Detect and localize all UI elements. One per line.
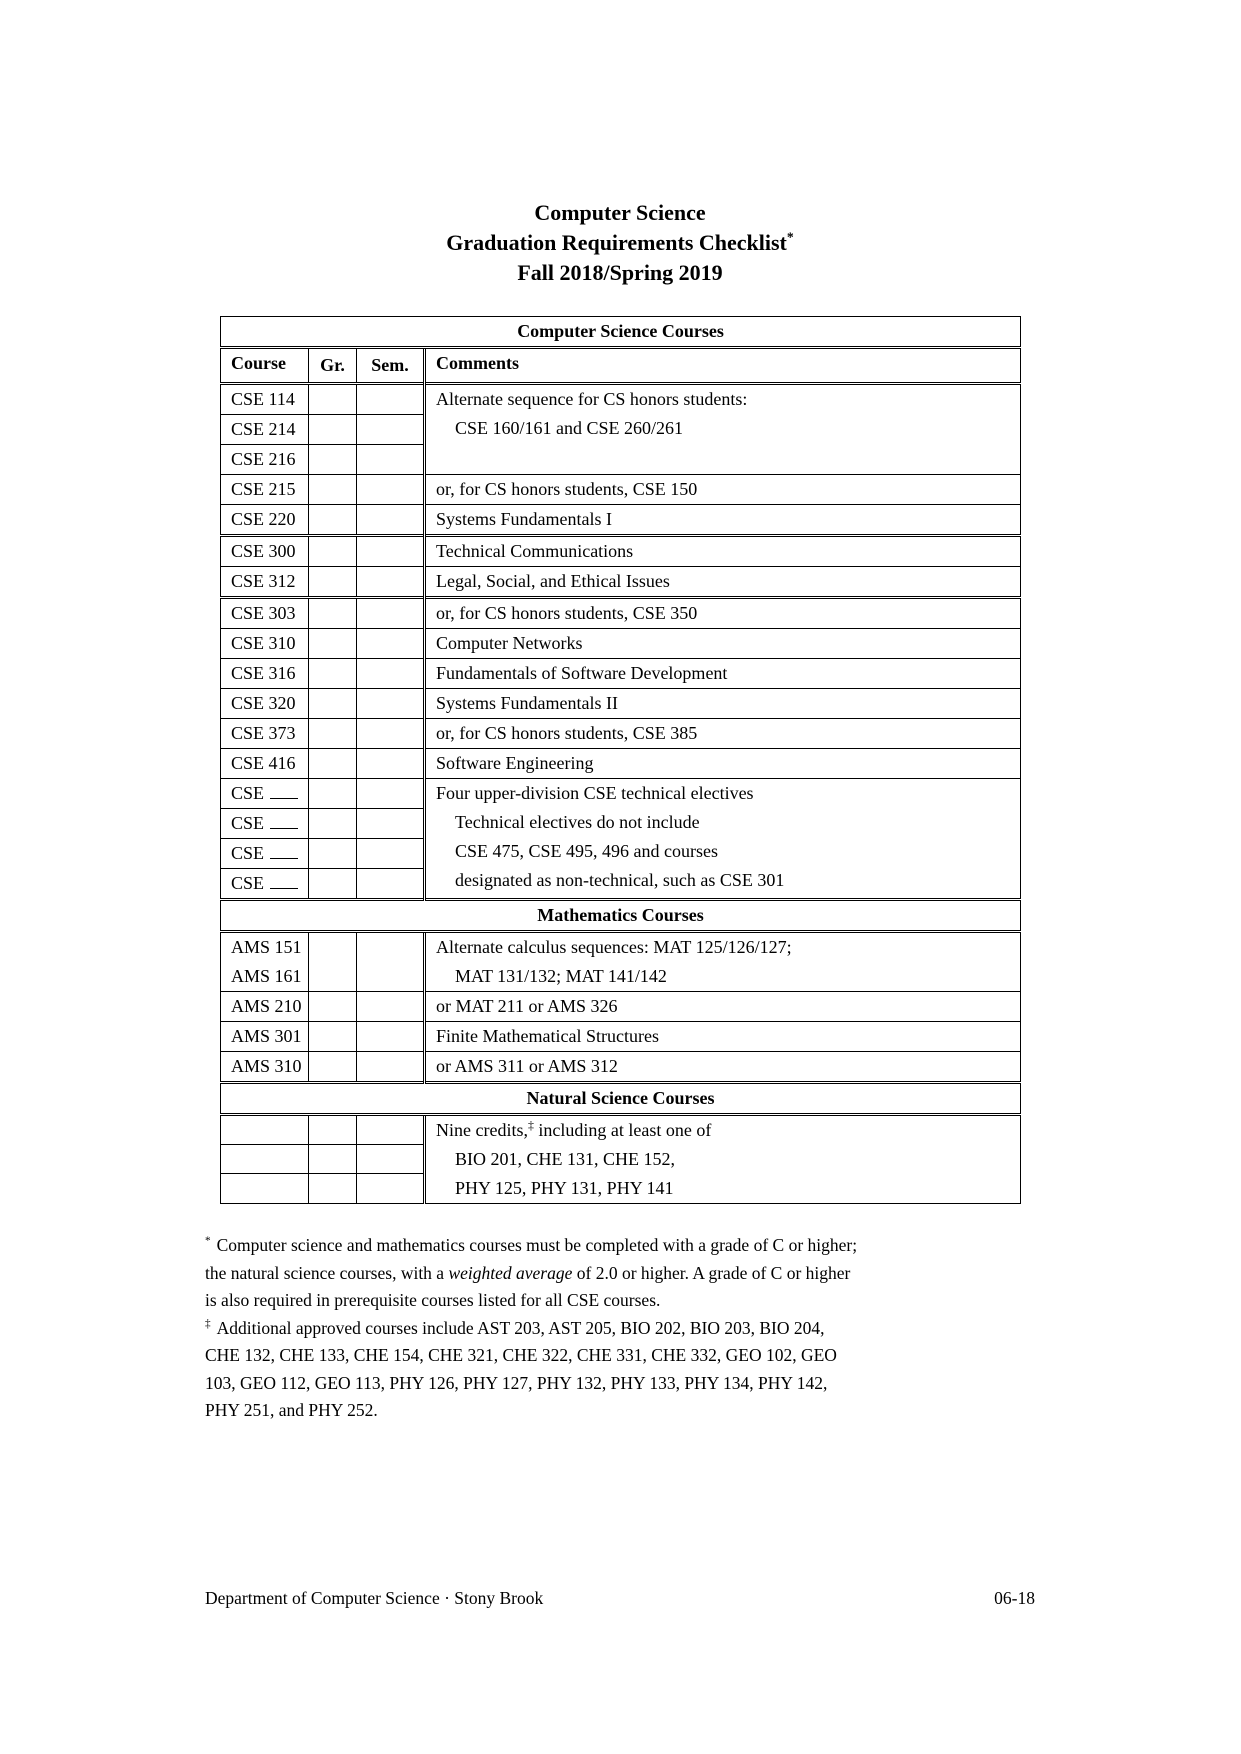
comment-cell: Systems Fundamentals II [425, 689, 1021, 719]
grade-cell [309, 719, 357, 749]
comment-cell: Alternate sequence for CS honors students: CSE 160/161 and CSE 260/261 [425, 384, 1021, 475]
course-cell: CSE 316 [221, 659, 309, 689]
semester-cell [357, 869, 425, 900]
fill-in-blank [270, 814, 298, 829]
comment-cell: or, for CS honors students, CSE 350 [425, 598, 1021, 629]
footer-department: Department of Computer Science · Stony Brook [205, 1588, 544, 1608]
comment-cell: Legal, Social, and Ethical Issues [425, 567, 1021, 598]
col-header-grade: Gr. [309, 348, 357, 384]
course-cell-blank: CSE [221, 839, 309, 869]
col-header-semester: Sem. [357, 348, 425, 384]
grade-cell [309, 536, 357, 567]
semester-cell [357, 992, 425, 1022]
semester-cell [357, 689, 425, 719]
course-cell-empty [221, 1144, 309, 1174]
footer-page-code: 06-18 [994, 1588, 1035, 1608]
semester-cell [357, 1115, 425, 1145]
course-cell: CSE 114 [221, 384, 309, 415]
title-line-3: Fall 2018/Spring 2019 [517, 260, 723, 285]
semester-cell [357, 567, 425, 598]
course-cell-blank: CSE [221, 779, 309, 809]
grade-cell [309, 598, 357, 629]
semester-cell [357, 415, 425, 445]
semester-cell [357, 1052, 425, 1083]
semester-cell [357, 629, 425, 659]
title-line-1: Computer Science [534, 200, 706, 225]
semester-cell [357, 659, 425, 689]
comment-cell: Four upper-division CSE technical electives Technical electives do not include CSE 475, CSE 495, 496 and courses designated as non-technical, such as CSE 301 [425, 779, 1021, 900]
grade-cell [309, 505, 357, 536]
semester-cell [357, 749, 425, 779]
title-footnote-marker: * [786, 229, 794, 245]
course-cell: AMS 151 AMS 161 [221, 932, 309, 992]
course-cell: AMS 310 [221, 1052, 309, 1083]
comment-cell: Fundamentals of Software Development [425, 659, 1021, 689]
course-cell-blank: CSE [221, 809, 309, 839]
comment-cell: Alternate calculus sequences: MAT 125/126/127; MAT 131/132; MAT 141/142 [425, 932, 1021, 992]
grade-cell [309, 779, 357, 809]
grade-cell [309, 384, 357, 415]
grade-cell [309, 567, 357, 598]
course-cell: CSE 303 [221, 598, 309, 629]
section-header-math: Mathematics Courses [221, 900, 1021, 932]
page-footer [205, 1588, 1035, 1609]
course-cell: CSE 214 [221, 415, 309, 445]
footnote-ddagger: ‡ Additional approved courses include AST 203, AST 205, BIO 202, BIO 203, BIO 204, CHE 132, CHE 133, CHE 154, CHE 321, CHE 322, CHE 331, CHE 332, GEO 102, GEO 103, GEO 112, GEO 113, PHY 126, PHY 127, PHY 132, PHY 133, PHY 134, PHY 142, PHY 251, and PHY 252. [205, 1317, 837, 1420]
course-cell: CSE 216 [221, 445, 309, 475]
semester-cell [357, 809, 425, 839]
semester-cell [357, 779, 425, 809]
fill-in-blank [270, 784, 298, 799]
semester-cell [357, 536, 425, 567]
semester-cell [357, 598, 425, 629]
semester-cell [357, 384, 425, 415]
comment-cell: Nine credits,‡ including at least one of BIO 201, CHE 131, CHE 152, PHY 125, PHY 131, PHY 141 [425, 1115, 1021, 1204]
footnote-star-marker: * [205, 1235, 211, 1248]
section-header-science: Natural Science Courses [221, 1083, 1021, 1115]
comment-cell: Software Engineering [425, 749, 1021, 779]
course-cell: CSE 320 [221, 689, 309, 719]
grade-cell [309, 869, 357, 900]
footnote-ddagger-marker: ‡ [205, 1317, 211, 1330]
grade-cell [309, 1022, 357, 1052]
grade-cell [309, 992, 357, 1022]
course-cell: CSE 310 [221, 629, 309, 659]
fill-in-blank [270, 844, 298, 859]
course-cell: CSE 300 [221, 536, 309, 567]
title-line-2: Graduation Requirements Checklist* [446, 229, 794, 255]
comment-cell: or MAT 211 or AMS 326 [425, 992, 1021, 1022]
semester-cell [357, 505, 425, 536]
semester-cell [357, 1144, 425, 1174]
semester-cell [357, 1022, 425, 1052]
document-title [220, 198, 1020, 288]
grade-cell [309, 932, 357, 992]
col-header-course: Course [221, 348, 309, 384]
semester-cell [357, 475, 425, 505]
comment-cell: or, for CS honors students, CSE 385 [425, 719, 1021, 749]
course-cell: CSE 416 [221, 749, 309, 779]
course-cell: AMS 301 [221, 1022, 309, 1052]
comment-cell: Systems Fundamentals I [425, 505, 1021, 536]
course-cell-empty [221, 1174, 309, 1204]
footnote-star: * Computer science and mathematics courses must be completed with a grade of C or higher; the natural science courses, with a weighted average of 2.0 or higher. A grade of C or higher is also required in prerequisite courses listed for all CSE courses. [205, 1235, 858, 1310]
grade-cell [309, 1144, 357, 1174]
course-cell-blank: CSE [221, 869, 309, 900]
semester-cell [357, 839, 425, 869]
section-header-cs: Computer Science Courses [221, 317, 1021, 348]
semester-cell [357, 932, 425, 992]
comment-cell: Computer Networks [425, 629, 1021, 659]
grade-cell [309, 475, 357, 505]
semester-cell [357, 445, 425, 475]
semester-cell [357, 719, 425, 749]
grade-cell [309, 749, 357, 779]
grade-cell [309, 445, 357, 475]
requirements-table [220, 316, 1021, 1204]
comment-cell: or, for CS honors students, CSE 150 [425, 475, 1021, 505]
grade-cell [309, 689, 357, 719]
grade-cell [309, 839, 357, 869]
grade-cell [309, 809, 357, 839]
italic-phrase: weighted average [448, 1262, 573, 1283]
footnote-ref-ddagger: ‡ [527, 1118, 534, 1132]
grade-cell [309, 1115, 357, 1145]
course-cell-empty [221, 1115, 309, 1145]
col-header-comments: Comments [425, 348, 1021, 384]
grade-cell [309, 415, 357, 445]
footnotes [205, 1232, 1035, 1425]
grade-cell [309, 659, 357, 689]
course-cell: CSE 373 [221, 719, 309, 749]
course-cell: AMS 210 [221, 992, 309, 1022]
comment-cell: Finite Mathematical Structures [425, 1022, 1021, 1052]
course-cell: CSE 215 [221, 475, 309, 505]
comment-cell: Technical Communications [425, 536, 1021, 567]
grade-cell [309, 1052, 357, 1083]
semester-cell [357, 1174, 425, 1204]
course-cell: CSE 312 [221, 567, 309, 598]
grade-cell [309, 629, 357, 659]
fill-in-blank [270, 874, 298, 889]
grade-cell [309, 1174, 357, 1204]
course-cell: CSE 220 [221, 505, 309, 536]
comment-cell: or AMS 311 or AMS 312 [425, 1052, 1021, 1083]
